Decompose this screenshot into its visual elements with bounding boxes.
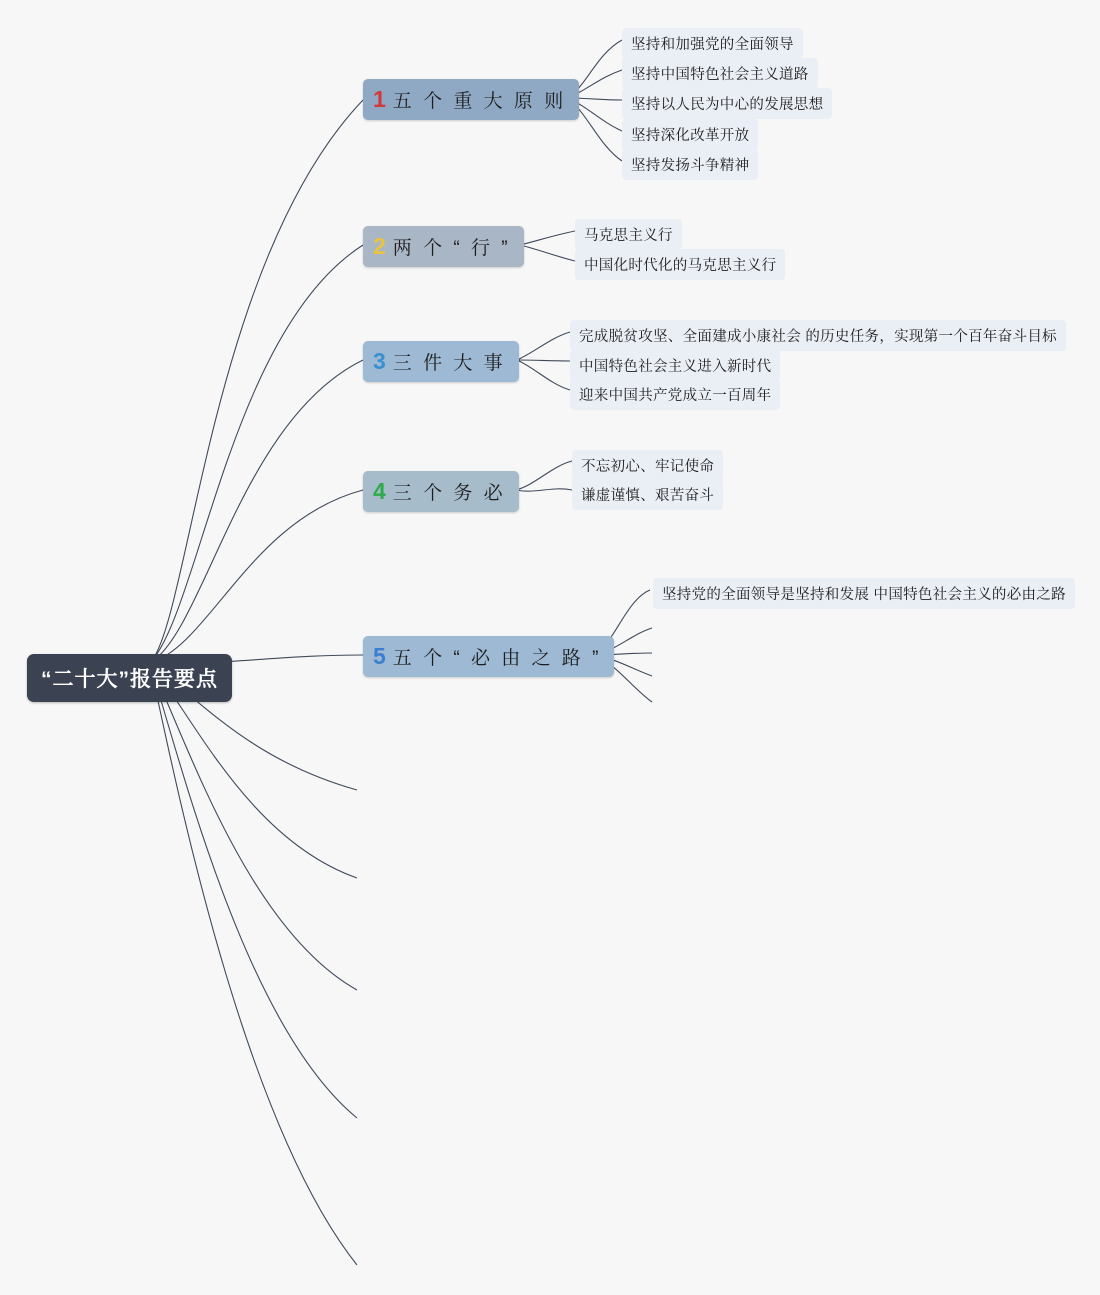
branch-node-3[interactable] — [363, 341, 519, 382]
leaf-node-1-5[interactable] — [622, 149, 758, 180]
branch-node-1[interactable] — [363, 79, 579, 120]
link-root-b4 — [150, 490, 363, 663]
leaf-label-3-2: 中国特色社会主义进入新时代 — [579, 359, 772, 375]
leaf-label-1-2: 坚持中国特色社会主义道路 — [631, 67, 809, 83]
branch-label-4: 三 个 务 必 — [392, 483, 506, 504]
leaf-node-3-3[interactable] — [570, 379, 780, 410]
leaf-label-2-2: 中国化时代化的马克思主义行 — [584, 258, 777, 274]
branch-label-3: 三 件 大 事 — [392, 353, 506, 374]
leaf-label-1-3: 坚持以人民为中心的发展思想 — [631, 97, 824, 113]
link-root-b10 — [150, 663, 357, 1265]
link-root-b3 — [150, 360, 363, 663]
leaf-node-1-2[interactable] — [622, 58, 818, 89]
link-b2-l1 — [520, 231, 575, 245]
leaf-node-4-1[interactable] — [572, 450, 723, 481]
leaf-label-5-1: 坚持党的全面领导是坚持和发展 中国特色社会主义的必由之路 — [662, 587, 1066, 603]
leaf-node-1-1[interactable] — [622, 28, 803, 59]
branch-number-3: 3 — [373, 348, 386, 374]
link-b4-l2 — [516, 489, 572, 491]
branch-node-5[interactable] — [363, 636, 614, 677]
branch-number-5: 5 — [373, 643, 386, 669]
leaf-node-5-1[interactable] — [653, 578, 1075, 609]
link-b2-l2 — [520, 245, 575, 261]
branch-label-5: 五 个 “ 必 由 之 路 ” — [392, 648, 602, 669]
branch-number-4: 4 — [373, 478, 386, 504]
branch-label-1: 五 个 重 大 原 则 — [392, 91, 567, 112]
branch-node-2[interactable] — [363, 226, 524, 267]
leaf-label-3-3: 迎来中国共产党成立一百周年 — [579, 388, 772, 404]
leaf-label-4-2: 谦虚谨慎、艰苦奋斗 — [581, 488, 715, 504]
leaf-label-4-1: 不忘初心、牢记使命 — [581, 459, 715, 475]
link-root-b9 — [150, 663, 357, 1118]
leaf-node-2-2[interactable] — [575, 249, 785, 280]
root-node[interactable] — [27, 654, 232, 702]
link-b3-l3 — [517, 360, 570, 390]
link-b3-l2 — [517, 360, 570, 361]
link-root-b8 — [150, 663, 357, 990]
leaf-node-3-1[interactable] — [570, 320, 1066, 351]
link-root-b2 — [150, 245, 363, 663]
branch-node-4[interactable] — [363, 471, 519, 512]
leaf-label-1-4: 坚持深化改革开放 — [631, 128, 750, 144]
leaf-node-1-4[interactable] — [622, 119, 758, 150]
branch-label-2: 两 个 “ 行 ” — [392, 238, 511, 259]
leaf-node-4-2[interactable] — [572, 479, 723, 510]
leaf-node-3-2[interactable] — [570, 350, 780, 381]
branch-number-2: 2 — [373, 233, 386, 259]
leaf-node-1-3[interactable] — [622, 88, 832, 119]
leaf-node-2-1[interactable] — [575, 219, 682, 250]
branch-number-1: 1 — [373, 86, 386, 112]
leaf-label-3-1: 完成脱贫攻坚、全面建成小康社会 的历史任务，实现第一个百年奋斗目标 — [579, 329, 1057, 345]
link-b3-l1 — [517, 332, 570, 360]
link-b4-l1 — [516, 461, 572, 490]
leaf-label-1-1: 坚持和加强党的全面领导 — [631, 37, 794, 53]
leaf-label-2-1: 马克思主义行 — [584, 228, 673, 244]
link-root-b1 — [150, 100, 363, 663]
root-label: “二十大”报告要点 — [41, 668, 218, 691]
leaf-label-1-5: 坚持发扬斗争精神 — [631, 158, 750, 174]
